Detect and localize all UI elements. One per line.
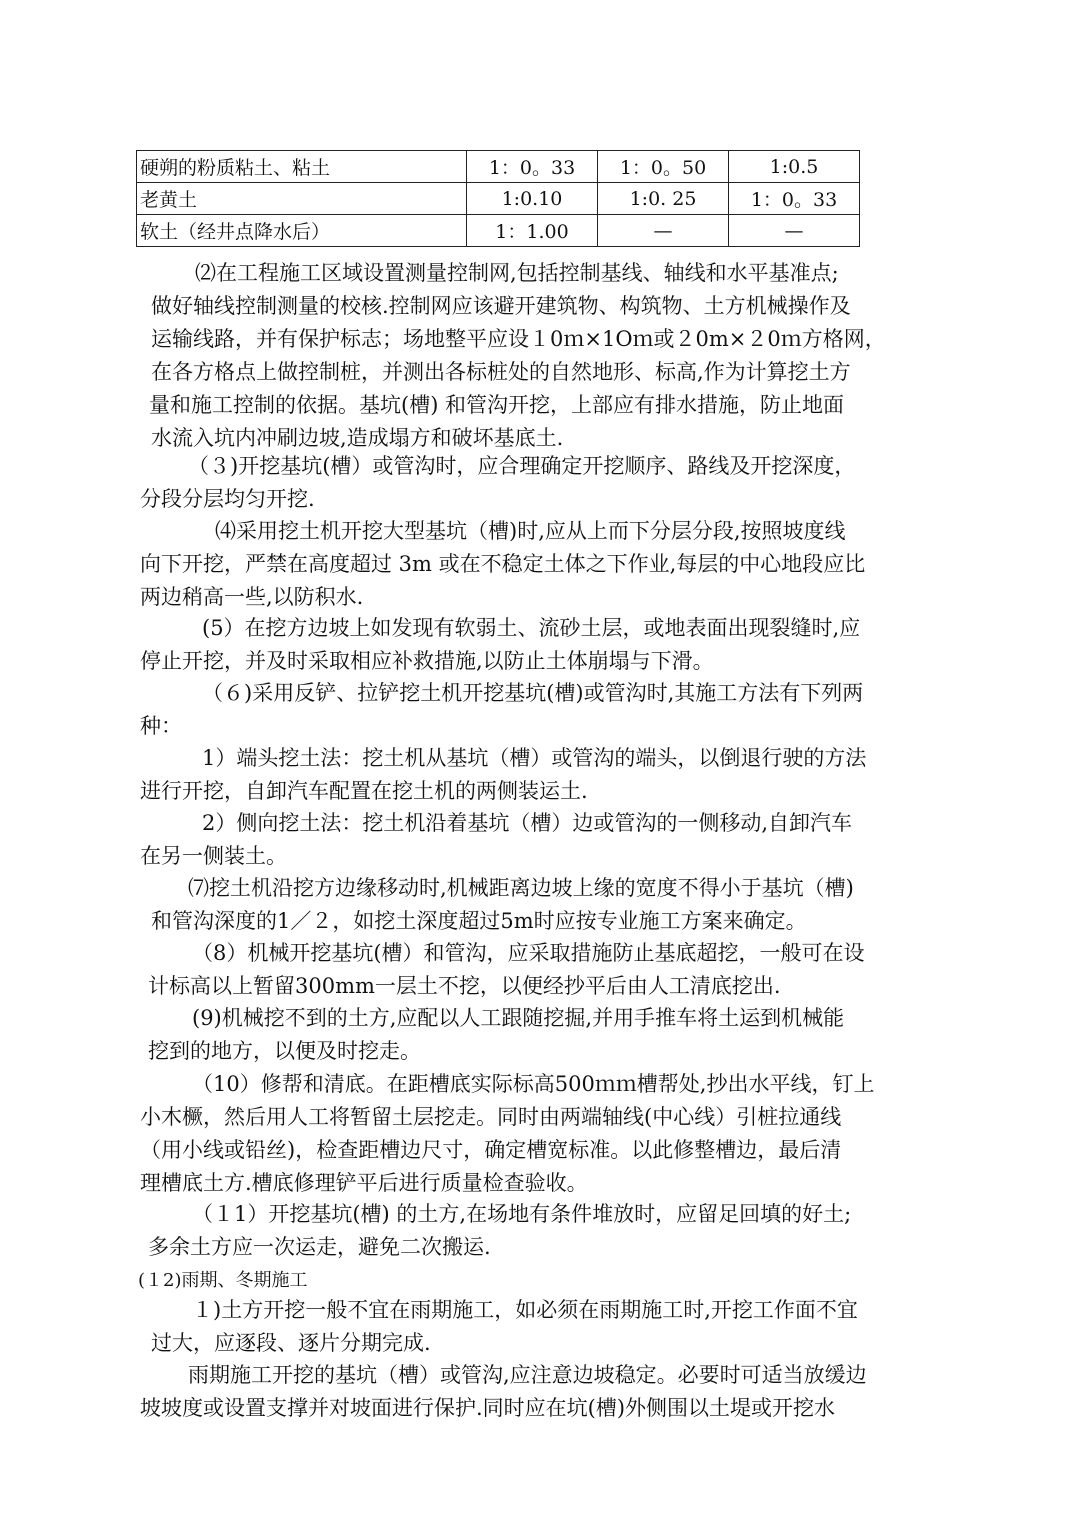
paragraph [138, 742, 990, 808]
text-line: 挖到的地方，以便及时挖走。 [148, 1039, 421, 1063]
text-line: （用小线或铅丝)，检查距槽边尺寸，确定槽宽标准。以此修整槽边，最后清 [140, 1138, 842, 1162]
paragraph [138, 515, 990, 614]
paragraph [138, 1359, 990, 1425]
slope-table [136, 150, 860, 247]
text-line: (5）在挖方边坡上如发现有软弱土、流砂土层，或地表面出现裂缝时,应 [202, 616, 861, 640]
text-line: 计标高以上暂留300mm一层土不挖，以便经抄平后由人工清底挖出. [148, 974, 781, 998]
paragraph [138, 807, 990, 873]
text-line: （３)开挖基坑(槽）或管沟时，应合理确定开挖顺序、路线及开挖深度， [188, 454, 856, 478]
text-line: 1）端头挖土法：挖土机从基坑（槽）或管沟的端头，以倒退行驶的方法 [202, 746, 867, 770]
text-line: ⑵在工程施工区域设置测量控制网,包括控制基线、轴线和水平基准点; [195, 261, 839, 285]
slope-ratio-cell: 1：1.00 [467, 215, 598, 247]
soil-type-cell: 老黄土 [137, 183, 467, 215]
text-line: 向下开挖，严禁在高度超过 3m 或在不稳定土体之下作业,每层的中心地段应比 [140, 552, 866, 576]
paragraph [138, 1264, 990, 1297]
text-line: 多余土方应一次运走，避免二次搬运. [148, 1235, 491, 1259]
text-line: (１2)雨期、冬期施工 [138, 1270, 308, 1291]
paragraph [138, 937, 990, 1003]
slope-ratio-cell: 1:0. 25 [598, 183, 729, 215]
paragraph [138, 677, 990, 743]
text-line: 水流入坑内冲刷边坡,造成塌方和破坏基底土. [151, 426, 564, 450]
paragraph [138, 872, 990, 938]
paragraph [138, 1068, 990, 1200]
paragraph [138, 1002, 990, 1068]
text-line: 进行开挖，自卸汽车配置在挖土机的两侧装运土. [140, 779, 588, 803]
text-line: 在各方格点上做控制桩，并测出各标桩处的自然地形、标高,作为计算挖土方 [151, 360, 851, 384]
text-line: 雨期施工开挖的基坑（槽）或管沟,应注意边坡稳定。必要时可适当放缓边 [188, 1363, 867, 1387]
slope-ratio-cell: 1:0.5 [729, 151, 860, 183]
text-line: １)土方开挖一般不宜在雨期施工，如必须在雨期施工时,开挖工作面不宜 [192, 1298, 858, 1322]
text-line: 在另一侧装土。 [140, 844, 287, 868]
text-line: 种： [140, 714, 182, 738]
text-line: 量和施工控制的依据。基坑(槽) 和管沟开挖，上部应有排水措施，防止地面 [149, 393, 845, 417]
text-line: 两边稍高一些,以防积水. [140, 585, 364, 609]
slope-ratio-cell: 1：0。33 [467, 151, 598, 183]
text-line: ⑺挖土机沿挖方边缘移动时,机械距离边坡上缘的宽度不得小于基坑（槽) [188, 876, 854, 900]
text-line: （10）修帮和清底。在距槽底实际标高500ｍｍ槽帮处,抄出水平线，钉上 [192, 1072, 875, 1096]
text-line: （8）机械开挖基坑(槽）和管沟，应采取措施防止基底超挖，一般可在设 [192, 941, 865, 965]
text-line: 停止开挖，并及时采取相应补救措施,以防止土体崩塌与下滑。 [140, 649, 714, 673]
text-line: （１1）开挖基坑(槽) 的土方,在场地有条件堆放时，应留足回填的好土; [192, 1202, 852, 1226]
text-line: 小木橛，然后用人工将暂留土层挖走。同时由两端轴线(中心线）引桩拉通线 [140, 1105, 842, 1129]
text-line: 分段分层均匀开挖. [140, 487, 315, 511]
text-line: 做好轴线控制测量的校核.控制网应该避开建筑物、构筑物、土方机械操作及 [151, 294, 851, 318]
text-line: 运输线路，并有保护标志；场地整平应设１0ｍ×1Oｍ或２0m×２0ｍ方格网， [151, 327, 886, 351]
paragraph [138, 450, 990, 516]
slope-ratio-cell: 1:0.10 [467, 183, 598, 215]
soil-type-cell: 硬朔的粉质粘土、粘土 [137, 151, 467, 183]
table-row [137, 151, 860, 183]
text-line: （６)采用反铲、拉铲挖土机开挖基坑(槽)或管沟时,其施工方法有下列两 [202, 681, 864, 705]
text-line: (9)机械挖不到的土方,应配以人工跟随挖掘,并用手推车将土运到机械能 [192, 1006, 845, 1030]
text-line: 坡坡度或设置支撑并对坡面进行保护.同时应在坑(槽)外侧围以土堤或开挖水 [140, 1396, 836, 1420]
table-row [137, 183, 860, 215]
slope-ratio-cell: — [729, 215, 860, 247]
paragraph [138, 1294, 990, 1360]
text-line: ⑷采用挖土机开挖大型基坑（槽)时,应从上而下分层分段,按照坡度线 [215, 519, 846, 543]
paragraph [138, 612, 990, 678]
table-row [137, 215, 860, 247]
text-line: 理槽底土方.槽底修理铲平后进行质量检查验收。 [140, 1171, 588, 1195]
slope-ratio-cell: 1：0。50 [598, 151, 729, 183]
soil-type-cell: 软土（经井点降水后） [137, 215, 467, 247]
paragraph [138, 257, 990, 455]
slope-ratio-cell: 1：0。33 [729, 183, 860, 215]
text-line: 过大，应逐段、逐片分期完成. [151, 1331, 431, 1355]
paragraph [138, 1198, 990, 1264]
text-line: 和管沟深度的1／２，如挖土深度超过5m时应按专业施工方案来确定。 [151, 909, 807, 933]
text-line: 2）侧向挖土法：挖土机沿着基坑（槽）边或管沟的一侧移动,自卸汽车 [202, 811, 853, 835]
slope-ratio-cell: — [598, 215, 729, 247]
